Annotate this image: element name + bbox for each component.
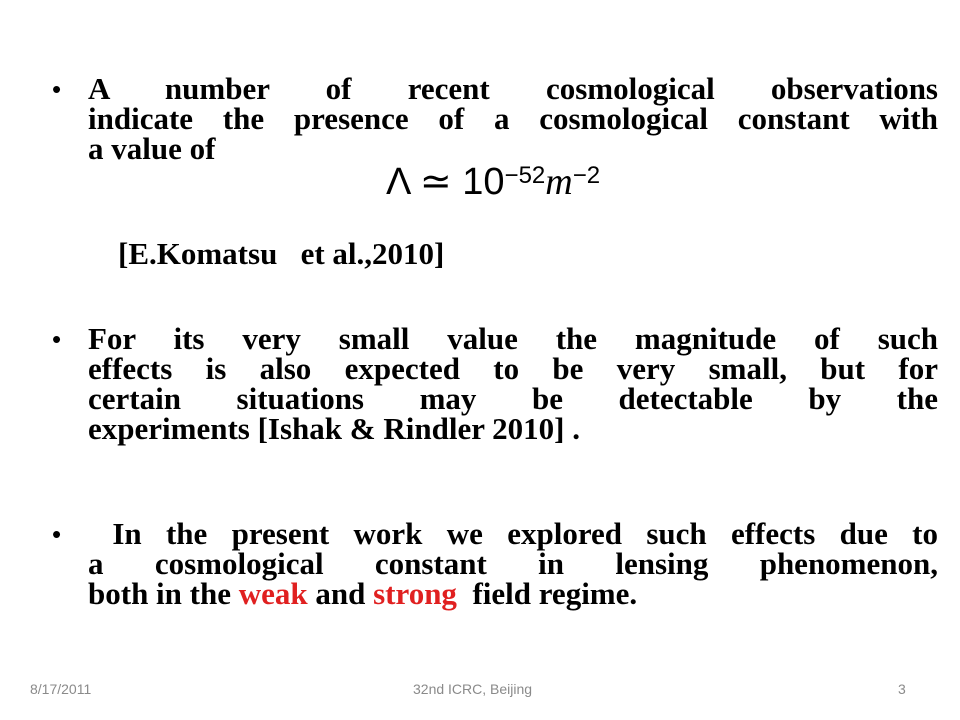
bullet-3-line: In the present work we explored such effects due to xyxy=(88,516,938,551)
bullet-3-text xyxy=(88,516,938,611)
formula-base: 10 xyxy=(462,161,505,203)
footer-page-number: 3 xyxy=(898,681,906,697)
footer-date: 8/17/2011 xyxy=(30,681,92,697)
bullet-1-line: a value of xyxy=(88,131,216,166)
approx-symbol: ≃ xyxy=(419,161,452,203)
bullet-2-line: For its very small value the magnitude of such xyxy=(88,321,938,356)
bullet-1-line: indicate the presence of a cosmological constant with xyxy=(88,101,938,136)
formula-unit-exponent: −2 xyxy=(572,162,601,189)
formula-unit: m xyxy=(545,161,573,203)
cosmological-constant-formula xyxy=(386,162,600,202)
text-segment: and xyxy=(307,576,374,611)
text-segment: field regime. xyxy=(456,576,638,611)
bullet-2-line: experiments [Ishak & Rindler 2010] . xyxy=(88,411,580,446)
bullet-2-line: certain situations may be detectable by the xyxy=(88,381,938,416)
bullet-marker: • xyxy=(52,74,62,104)
strong-highlight: strong xyxy=(373,576,457,611)
citation: [E.Komatsu et al.,2010] xyxy=(118,236,445,271)
bullet-2-line: effects is also expected to be very small, but for xyxy=(88,351,938,386)
bullet-2-text xyxy=(88,321,938,446)
bullet-marker: • xyxy=(52,519,62,549)
footer-event: 32nd ICRC, Beijing xyxy=(413,681,533,697)
lambda-symbol: Λ xyxy=(386,161,410,203)
bullet-1-line: A number of recent cosmological observations xyxy=(88,71,938,106)
bullet-3-line: a cosmological constant in lensing phenomenon, xyxy=(88,546,938,581)
bullet-3-last-line xyxy=(88,576,938,611)
text-segment: both in the xyxy=(88,576,239,611)
bullet-marker: • xyxy=(52,324,62,354)
formula-exponent: −52 xyxy=(504,162,546,189)
weak-highlight: weak xyxy=(238,576,308,611)
bullet-1-text xyxy=(88,71,938,166)
